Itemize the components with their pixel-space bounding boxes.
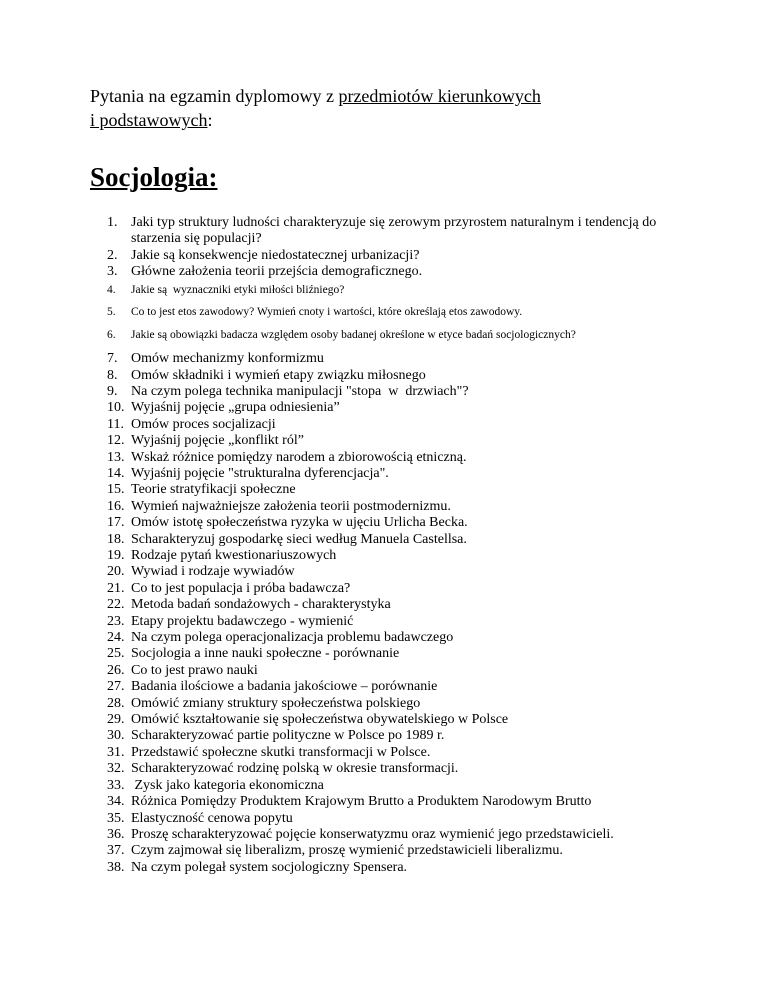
- question-item: [107, 482, 678, 498]
- question-number: 5.: [107, 306, 116, 319]
- title-line1-normal: Pytania na egzamin dyplomowy z: [90, 86, 339, 106]
- question-number: 7.: [107, 351, 118, 367]
- question-number: 29.: [107, 712, 125, 728]
- question-number: 18.: [107, 531, 125, 547]
- question-text: Omówić zmiany struktury społeczeństwa polskiego: [131, 695, 421, 711]
- question-text: Czym zajmował się liberalizm, proszę wymienić przedstawicieli liberalizmu.: [131, 843, 563, 859]
- question-number: 38.: [107, 859, 125, 875]
- question-item: [107, 679, 678, 695]
- question-number: 13.: [107, 449, 125, 465]
- question-text: Badania ilościowe a badania jakościowe – porównanie: [131, 679, 438, 695]
- question-item: [107, 745, 678, 761]
- question-item: [107, 761, 678, 777]
- question-number: 16.: [107, 498, 125, 514]
- question-text: Jakie są wyznaczniki etyki miłości bliźniego?: [131, 283, 345, 296]
- question-number: 20.: [107, 564, 125, 580]
- question-text: Omówić kształtowanie się społeczeństwa obywatelskiego w Polsce: [131, 712, 509, 728]
- question-number: 6.: [107, 328, 116, 341]
- document-title: [90, 84, 688, 132]
- question-number: 25.: [107, 646, 125, 662]
- question-number: 32.: [107, 761, 125, 777]
- question-text: Proszę scharakteryzować pojęcie konserwatyzmu oraz wymienić jego przedstawicieli.: [131, 826, 614, 842]
- question-item: [107, 712, 678, 728]
- question-item: [107, 433, 678, 449]
- question-number: 34.: [107, 794, 125, 810]
- question-item: [107, 843, 678, 859]
- title-line2-underlined: i podstawowych: [90, 110, 208, 130]
- question-text: Wyjaśnij pojęcie „konflikt ról”: [131, 433, 304, 449]
- question-item: [107, 306, 678, 320]
- question-number: 30.: [107, 728, 125, 744]
- question-item: [107, 532, 678, 548]
- question-item: [107, 696, 678, 712]
- question-item: [107, 384, 678, 400]
- question-number: 28.: [107, 695, 125, 711]
- question-number: 24.: [107, 630, 125, 646]
- question-item: [107, 614, 678, 630]
- question-number: 8.: [107, 367, 118, 383]
- question-number: 37.: [107, 843, 125, 859]
- question-text: Jaki typ struktury ludności charakteryzuje się zerowym przyrostem naturalnym i tendencją do starzenia się populacji?: [131, 215, 660, 247]
- question-text: Na czym polega technika manipulacji "stopa w drzwiach"?: [131, 383, 469, 399]
- question-item: [107, 284, 678, 298]
- question-item: [107, 728, 678, 744]
- question-text: Na czym polegał system socjologiczny Spensera.: [131, 859, 408, 875]
- question-text: Co to jest populacja i próba badawcza?: [131, 580, 351, 596]
- question-text: Na czym polega operacjonalizacja problemu badawczego: [131, 630, 454, 646]
- question-number: 33.: [107, 777, 125, 793]
- question-text: Scharakteryzować rodzinę polską w okresie transformacji.: [131, 761, 459, 777]
- question-text: Teorie stratyfikacji społeczne: [131, 482, 296, 498]
- title-line2-suffix: :: [207, 110, 213, 130]
- question-text: Socjologia a inne nauki społeczne - porównanie: [131, 646, 400, 662]
- question-item: [107, 450, 678, 466]
- question-text: Omów mechanizmy konformizmu: [131, 351, 324, 367]
- question-item: [107, 351, 678, 367]
- question-text: Wywiad i rodzaje wywiadów: [131, 564, 295, 580]
- question-text: Metoda badań sondażowych - charakterystyka: [131, 597, 391, 613]
- question-number: 22.: [107, 597, 125, 613]
- question-number: 4.: [107, 283, 116, 296]
- question-text: Wymień najważniejsze założenia teorii postmodernizmu.: [131, 498, 451, 514]
- question-item: [107, 368, 678, 384]
- question-item: [107, 811, 678, 827]
- question-item: [107, 778, 678, 794]
- question-item: [107, 417, 678, 433]
- question-text: Co to jest prawo nauki: [131, 662, 258, 678]
- question-number: 14.: [107, 465, 125, 481]
- question-number: 26.: [107, 662, 125, 678]
- question-item: [107, 581, 678, 597]
- question-item: [107, 329, 678, 343]
- question-text: Różnica Pomiędzy Produktem Krajowym Brutto a Produktem Narodowym Brutto: [131, 794, 592, 810]
- question-number: 12.: [107, 433, 125, 449]
- question-number: 15.: [107, 482, 125, 498]
- question-item: [107, 264, 678, 280]
- question-text: Rodzaje pytań kwestionariuszowych: [131, 548, 337, 563]
- question-text: Zysk jako kategoria ekonomiczna: [131, 777, 324, 793]
- question-text: Wyjaśnij pojęcie "strukturalna dyferencjacja".: [131, 465, 389, 481]
- question-number: 17.: [107, 515, 125, 531]
- question-text: Wyjaśnij pojęcie „grupa odniesienia”: [131, 400, 340, 416]
- question-number: 2.: [107, 247, 118, 263]
- question-text: Omów istotę społeczeństwa ryzyka w ujęciu Urlicha Becka.: [131, 515, 468, 531]
- question-number: 35.: [107, 810, 125, 826]
- question-item: [107, 860, 678, 876]
- question-number: 19.: [107, 548, 125, 563]
- question-text: Przedstawić społeczne skutki transformacji w Polsce.: [131, 744, 431, 760]
- question-text: Wskaż różnice pomiędzy narodem a zbiorowością etniczną.: [131, 449, 467, 465]
- question-item: [107, 499, 678, 515]
- questions-list: [90, 215, 678, 876]
- question-item: [107, 515, 678, 531]
- question-number: 11.: [107, 416, 124, 432]
- question-number: 21.: [107, 580, 125, 596]
- title-line1-underlined: przedmiotów kierunkowych: [338, 86, 541, 106]
- question-number: 31.: [107, 744, 125, 760]
- question-item: [107, 548, 678, 564]
- question-text: Główne założenia teorii przejścia demograficznego.: [131, 264, 423, 280]
- question-text: Co to jest etos zawodowy? Wymień cnoty i wartości, które określają etos zawodowy.: [131, 306, 523, 319]
- title-line1: [90, 86, 541, 106]
- question-number: 1.: [107, 215, 118, 230]
- title-line2: [90, 110, 213, 130]
- question-item: [107, 794, 678, 810]
- question-number: 9.: [107, 383, 118, 399]
- question-number: 10.: [107, 400, 125, 416]
- question-text: Etapy projektu badawczego - wymienić: [131, 613, 354, 629]
- section-heading-text: Socjologia:: [90, 162, 218, 192]
- question-text: Scharakteryzuj gospodarkę sieci według Manuela Castellsa.: [131, 531, 467, 547]
- question-text: Elastyczność cenowa popytu: [131, 810, 293, 826]
- question-text: Jakie są obowiązki badacza względem osoby badanej określone w etyce badań socjologicznych?: [131, 328, 576, 341]
- question-number: 3.: [107, 264, 118, 280]
- question-item: [107, 400, 678, 416]
- question-item: [107, 646, 678, 662]
- question-item: [107, 827, 678, 843]
- question-text: Scharakteryzować partie polityczne w Polsce po 1989 r.: [131, 728, 445, 744]
- question-item: [107, 663, 678, 679]
- section-heading: [90, 162, 688, 193]
- question-item: [107, 248, 678, 264]
- question-number: 23.: [107, 613, 125, 629]
- question-number: 36.: [107, 826, 125, 842]
- question-item: [107, 564, 678, 580]
- question-number: 27.: [107, 679, 125, 695]
- question-text: Jakie są konsekwencje niedostatecznej urbanizacji?: [131, 247, 420, 263]
- question-text: Omów składniki i wymień etapy związku miłosnego: [131, 367, 426, 383]
- question-text: Omów proces socjalizacji: [131, 416, 276, 432]
- question-item: [107, 215, 678, 248]
- question-item: [107, 630, 678, 646]
- question-item: [107, 466, 678, 482]
- question-item: [107, 597, 678, 613]
